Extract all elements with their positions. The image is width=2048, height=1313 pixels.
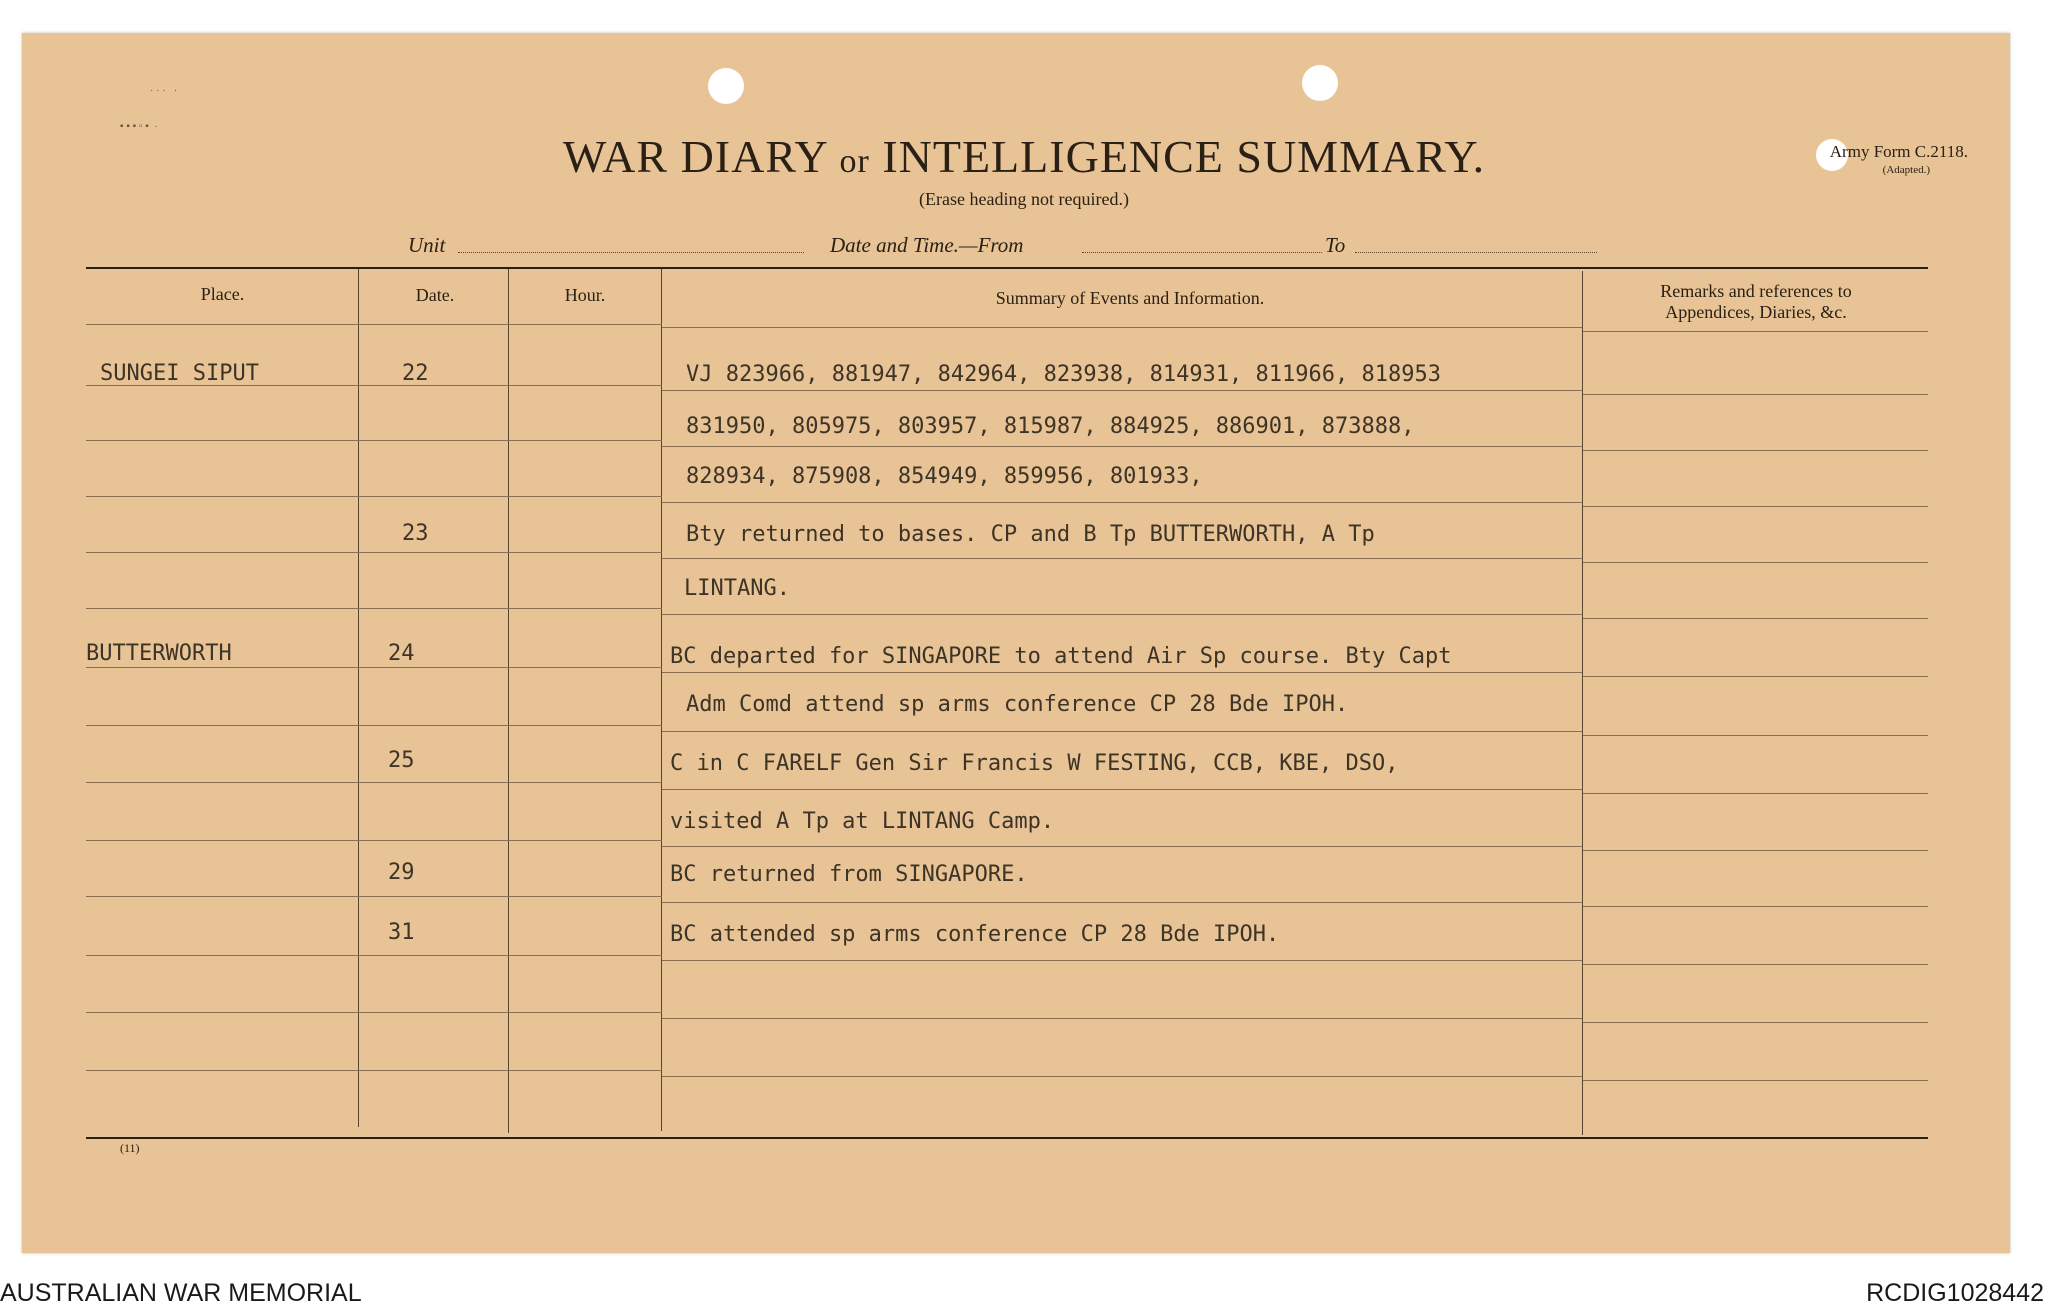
ledger-rule (86, 496, 662, 497)
ledger-rule (662, 390, 1582, 391)
column-divider-hour (661, 269, 662, 1131)
header-hour: Hour. (564, 285, 606, 305)
ledger-rule (662, 960, 1582, 961)
punch-hole-left (708, 68, 744, 104)
header-rule-summary (662, 327, 1582, 328)
entry-summary: BC attended sp arms conference CP 28 Bde IPOH. (670, 922, 1280, 947)
ledger-rule (86, 1070, 662, 1071)
ledger-rule (86, 608, 662, 609)
ledger-rule (1583, 394, 1928, 395)
ledger-rule (662, 731, 1582, 732)
to-field-line (1355, 252, 1597, 253)
paper-speckles: ▪ ▪ ▪ ▫ ▪ · (120, 121, 158, 132)
title-intelligence-summary: INTELLIGENCE SUMMARY. (882, 131, 1486, 182)
title-or: or (839, 143, 870, 180)
punch-hole-right (1302, 65, 1338, 101)
ledger-rule (86, 667, 662, 668)
ledger-rule (662, 1018, 1582, 1019)
ledger-rule (662, 789, 1582, 790)
table-bottom-rule (86, 1137, 1928, 1139)
ledger-rule (1583, 850, 1928, 851)
entry-summary: 831950, 805975, 803957, 815987, 884925, 886901, 873888, (686, 414, 1415, 439)
ledger-rule (1583, 450, 1928, 451)
ledger-rule (1583, 1080, 1928, 1081)
entry-summary: BC departed for SINGAPORE to attend Air Sp course. Bty Capt (670, 644, 1452, 669)
table-top-rule (86, 267, 1928, 269)
header-rule-remarks (1583, 331, 1928, 332)
ledger-rule (1583, 618, 1928, 619)
header-remarks-line1: Remarks and references to (1660, 281, 1852, 301)
entry-summary: Bty returned to bases. CP and B Tp BUTTERWORTH, A Tp (686, 522, 1375, 547)
entry-place: SUNGEI SIPUT (100, 361, 259, 386)
entry-summary: VJ 823966, 881947, 842964, 823938, 814931, 811966, 818953 (686, 362, 1441, 387)
ledger-rule (662, 1076, 1582, 1077)
column-divider-place (358, 269, 359, 1127)
ledger-rule (1583, 735, 1928, 736)
ledger-rule (86, 840, 662, 841)
ledger-rule (1583, 793, 1928, 794)
entry-summary: C in C FARELF Gen Sir Francis W FESTING, CCB, KBE, DSO, (670, 751, 1399, 776)
form-print-code: (11) (120, 1141, 140, 1155)
ledger-rule (662, 614, 1582, 615)
ledger-rule (1583, 1022, 1928, 1023)
ledger-rule (86, 725, 662, 726)
entry-date: 25 (388, 748, 415, 773)
entry-date: 24 (388, 641, 415, 666)
entry-summary: visited A Tp at LINTANG Camp. (670, 809, 1055, 834)
column-divider-date (508, 269, 509, 1133)
ledger-rule (662, 502, 1582, 503)
ledger-rule (662, 672, 1582, 673)
header-summary: Summary of Events and Information. (995, 288, 1265, 308)
form-title (0, 130, 2048, 183)
ledger-rule (86, 1012, 662, 1013)
archive-credit: AUSTRALIAN WAR MEMORIAL (0, 1279, 362, 1307)
entry-summary: Adm Comd attend sp arms conference CP 28 Bde IPOH. (686, 692, 1349, 717)
ledger-rule (86, 955, 662, 956)
ledger-rule (1583, 964, 1928, 965)
to-label: To (1325, 233, 1346, 257)
unit-field-line (458, 252, 804, 253)
entry-summary: LINTANG. (684, 576, 790, 601)
ledger-rule (86, 896, 662, 897)
ledger-rule (86, 440, 662, 441)
title-war-diary: WAR DIARY (562, 131, 827, 182)
ledger-rule (662, 558, 1582, 559)
from-field-line (1082, 252, 1322, 253)
date-time-label: Date and Time.—From (830, 233, 1024, 257)
unit-label: Unit (408, 233, 446, 257)
entry-date: 29 (388, 860, 415, 885)
ledger-rule (1583, 676, 1928, 677)
column-divider-summary (1582, 271, 1583, 1135)
entry-summary: 828934, 875908, 854949, 859956, 801933, (686, 464, 1203, 489)
ledger-rule (86, 782, 662, 783)
paper-speckles: · · · · (150, 85, 178, 96)
ledger-rule (662, 446, 1582, 447)
entry-date: 23 (402, 521, 429, 546)
archive-reference: RCDIG1028442 (1866, 1279, 2044, 1307)
entry-date: 22 (402, 361, 429, 386)
ledger-rule (662, 846, 1582, 847)
header-remarks-line2: Appendices, Diaries, &c. (1665, 302, 1847, 322)
form-number: Army Form C.2118. (1829, 142, 1968, 161)
entry-summary: BC returned from SINGAPORE. (670, 862, 1028, 887)
header-date: Date. (415, 285, 455, 305)
entry-date: 31 (388, 920, 415, 945)
ledger-rule (1583, 506, 1928, 507)
header-rule-left (86, 324, 662, 325)
ledger-rule (1583, 562, 1928, 563)
ledger-rule (86, 552, 662, 553)
form-number-sub: (Adapted.) (1882, 164, 1930, 176)
header-place: Place. (200, 284, 245, 304)
ledger-rule (1583, 906, 1928, 907)
entry-place: BUTTERWORTH (86, 641, 232, 666)
header-remarks (1586, 281, 1926, 323)
ledger-rule (662, 902, 1582, 903)
form-subtitle: (Erase heading not required.) (919, 189, 1129, 209)
